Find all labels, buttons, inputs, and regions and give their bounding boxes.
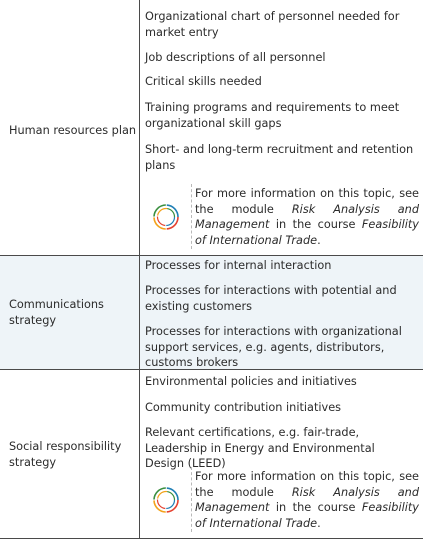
note-text: For more information on this topic, see the module — [195, 470, 419, 499]
list-item: Processes for interactions with organizational support services, e.g. agents, distributors, customs brokers — [145, 325, 402, 369]
note-course-title: Feasibility of International Trade — [195, 218, 419, 247]
note-course-title: Feasibility of International Trade — [195, 501, 419, 530]
note-module-title: Risk Analysis and Management — [195, 202, 419, 232]
module-ring-icon — [151, 485, 181, 515]
list-item: Processes for internal interaction — [145, 259, 332, 272]
info-note — [195, 186, 419, 248]
column-divider — [139, 370, 140, 538]
note-divider — [191, 467, 192, 532]
row-label-human-resources: Human resources plan — [9, 124, 137, 137]
note-text: For more information on this topic, see the module — [195, 187, 419, 216]
note-text: in the course — [269, 501, 362, 515]
list-item: Community contribution initiatives — [145, 401, 342, 414]
cell-communications — [145, 256, 417, 369]
list-item: Organizational chart of personnel needed for market entry — [145, 10, 400, 39]
info-note — [195, 469, 419, 531]
list-item: Critical skills needed — [145, 75, 262, 88]
cell-social-responsibility — [145, 370, 417, 538]
table-row-human-resources — [0, 4, 423, 256]
column-divider — [139, 256, 140, 369]
list-item: Relevant certifications, e.g. fair-trade, Leadership in Energy and Environmental Design (LEED) — [145, 426, 375, 470]
table-row-communications — [0, 256, 423, 370]
note-text: in the course — [269, 218, 362, 232]
list-item: Training programs and requirements to meet organizational skill gaps — [145, 101, 400, 130]
cell-human-resources — [145, 4, 417, 255]
row-label-social-responsibility: Social responsibility strategy — [9, 440, 122, 469]
list-item: Short- and long-term recruitment and retention plans — [145, 143, 414, 172]
column-divider — [139, 4, 140, 255]
list-item: Job descriptions of all personnel — [145, 51, 326, 64]
note-module-title: Risk Analysis and Management — [195, 485, 419, 515]
row-label-communications: Communications strategy — [9, 298, 104, 327]
module-ring-icon — [151, 202, 181, 232]
list-item: Processes for interactions with potential and existing customers — [145, 284, 397, 313]
list-item: Environmental policies and initiatives — [145, 375, 357, 388]
note-text: . — [317, 516, 321, 530]
note-divider — [191, 184, 192, 249]
table-row-social-responsibility — [0, 370, 423, 539]
note-text: . — [317, 233, 321, 247]
